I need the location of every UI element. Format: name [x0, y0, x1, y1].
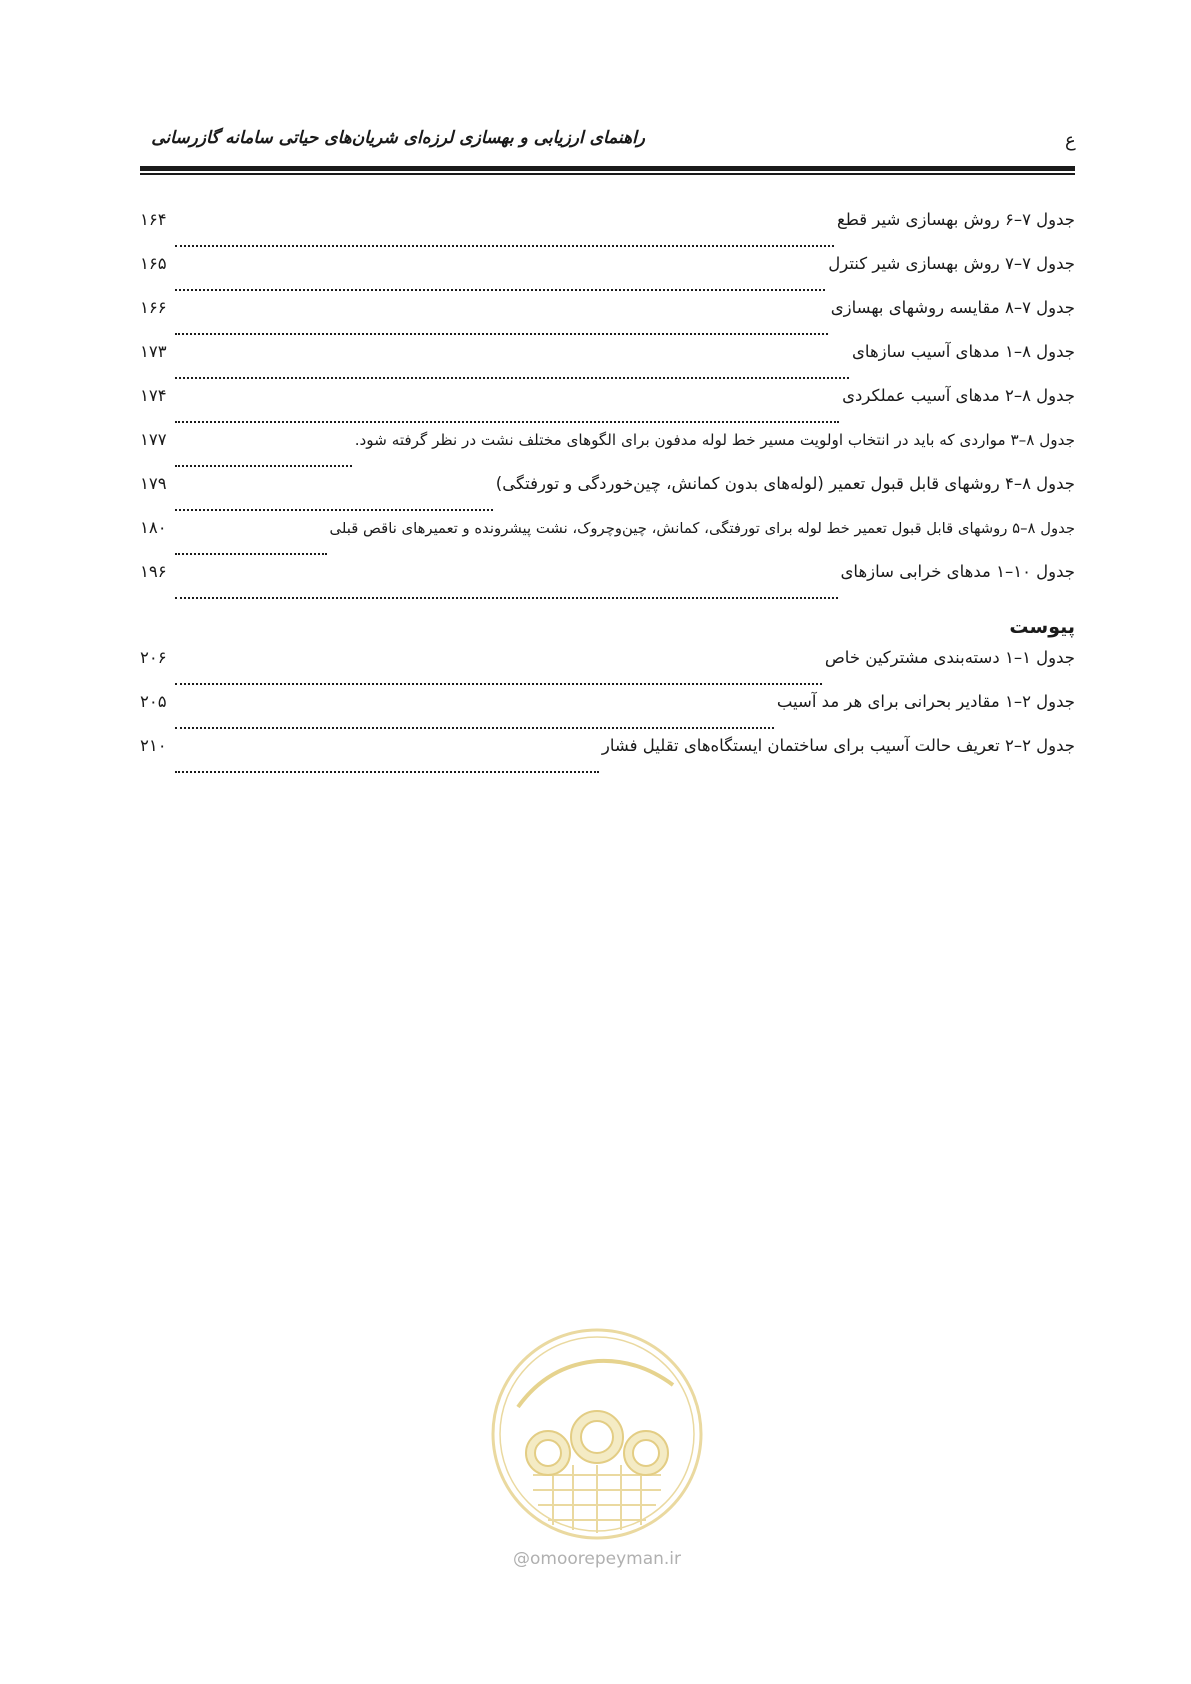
header-rule-thin [140, 173, 1075, 175]
dot-leader [175, 682, 822, 685]
toc-entry-page: ۲۱۰ [140, 736, 167, 755]
toc-entry-title: جدول ۷–۶ روش بهسازی شیر قطع [836, 210, 1075, 229]
toc-entry-title: جدول ۷–۸ مقایسه روشهای بهسازی [830, 298, 1075, 317]
running-title: راهنمای ارزیابی و بهسازی لرزه‌ای شریان‌های حیاتی سامانه گازرسانی [151, 128, 645, 148]
toc-entry-page: ۲۰۵ [140, 692, 167, 711]
toc-entry[interactable] [140, 298, 1075, 342]
toc-entry-title: جدول ۲–۱ مقادیر بحرانی برای هر مد آسیب [776, 692, 1075, 711]
toc-entry[interactable] [140, 692, 1075, 736]
page-header [140, 120, 1075, 160]
toc-entry-page: ۱۷۹ [140, 474, 167, 493]
toc-entry[interactable] [140, 430, 1075, 474]
toc-entry-page: ۱۶۴ [140, 210, 167, 229]
toc-entry-title: جدول ۸–۲ مدهای آسیب عملکردی [842, 386, 1075, 405]
toc-entry-title: جدول ۷–۷ روش بهسازی شیر کنترل [828, 254, 1075, 273]
dot-leader [175, 420, 839, 423]
dot-leader [175, 244, 834, 247]
toc-entry[interactable] [140, 562, 1075, 606]
dot-leader [175, 288, 825, 291]
table-of-tables [140, 210, 1075, 780]
toc-entry[interactable] [140, 254, 1075, 298]
dot-leader [175, 332, 828, 335]
toc-entry-title: جدول ۸–۵ روشهای قابل قبول تعمیر خط لوله برای تورفتگی، کمانش، چین‌وچروک، نشت پیشرونده و تعمیرهای ناقص قبلی [329, 520, 1075, 537]
dot-leader [175, 508, 493, 511]
toc-entry-title: جدول ۲–۲ تعریف حالت آسیب برای ساختمان ایستگاه‌های تقلیل فشار [601, 736, 1075, 755]
toc-entry-title: جدول ۱–۱ دسته‌بندی مشترکین خاص [824, 648, 1075, 667]
toc-entry-title: جدول ۸–۳ مواردی که باید در انتخاب اولویت مسیر خط لوله مدفون برای الگوهای مختلف نشت در نظر گرفته شود. [354, 431, 1075, 449]
toc-entry-page: ۱۸۰ [140, 518, 167, 537]
toc-entry[interactable] [140, 736, 1075, 780]
toc-entry-title: جدول ۸–۱ مدهای آسیب سازهای [852, 342, 1075, 361]
toc-entry[interactable] [140, 518, 1075, 562]
toc-entry-title: جدول ۸–۴ روشهای قابل قبول تعمیر (لوله‌های بدون کمانش، چین‌خوردگی و تورفتگی) [495, 474, 1075, 493]
header-rule-thick [140, 166, 1075, 171]
toc-entry-page: ۲۰۶ [140, 648, 167, 667]
dot-leader [175, 726, 774, 729]
toc-entry-page: ۱۷۳ [140, 342, 167, 361]
toc-entry-page: ۱۶۵ [140, 254, 167, 273]
dot-leader [175, 464, 352, 467]
toc-entry[interactable] [140, 648, 1075, 692]
dot-leader [175, 770, 599, 773]
toc-entry[interactable] [140, 474, 1075, 518]
toc-entry-page: ۱۷۴ [140, 386, 167, 405]
dot-leader [175, 376, 849, 379]
toc-entry[interactable] [140, 386, 1075, 430]
toc-entry-page: ۱۷۷ [140, 430, 167, 449]
toc-entry[interactable] [140, 210, 1075, 254]
appendix-heading: پیوست [1009, 616, 1075, 638]
toc-entry-page: ۱۶۶ [140, 298, 167, 317]
dot-leader [175, 596, 838, 599]
toc-entry-page: ۱۹۶ [140, 562, 167, 581]
watermark-logo [488, 1325, 706, 1543]
dot-leader [175, 552, 327, 555]
toc-entry-title: جدول ۱۰–۱ مدهای خرابی سازهای [840, 562, 1075, 581]
page-number: ع [1065, 130, 1076, 151]
watermark-url: @omoorepeyman.ir [512, 1549, 682, 1569]
toc-entry[interactable] [140, 342, 1075, 386]
